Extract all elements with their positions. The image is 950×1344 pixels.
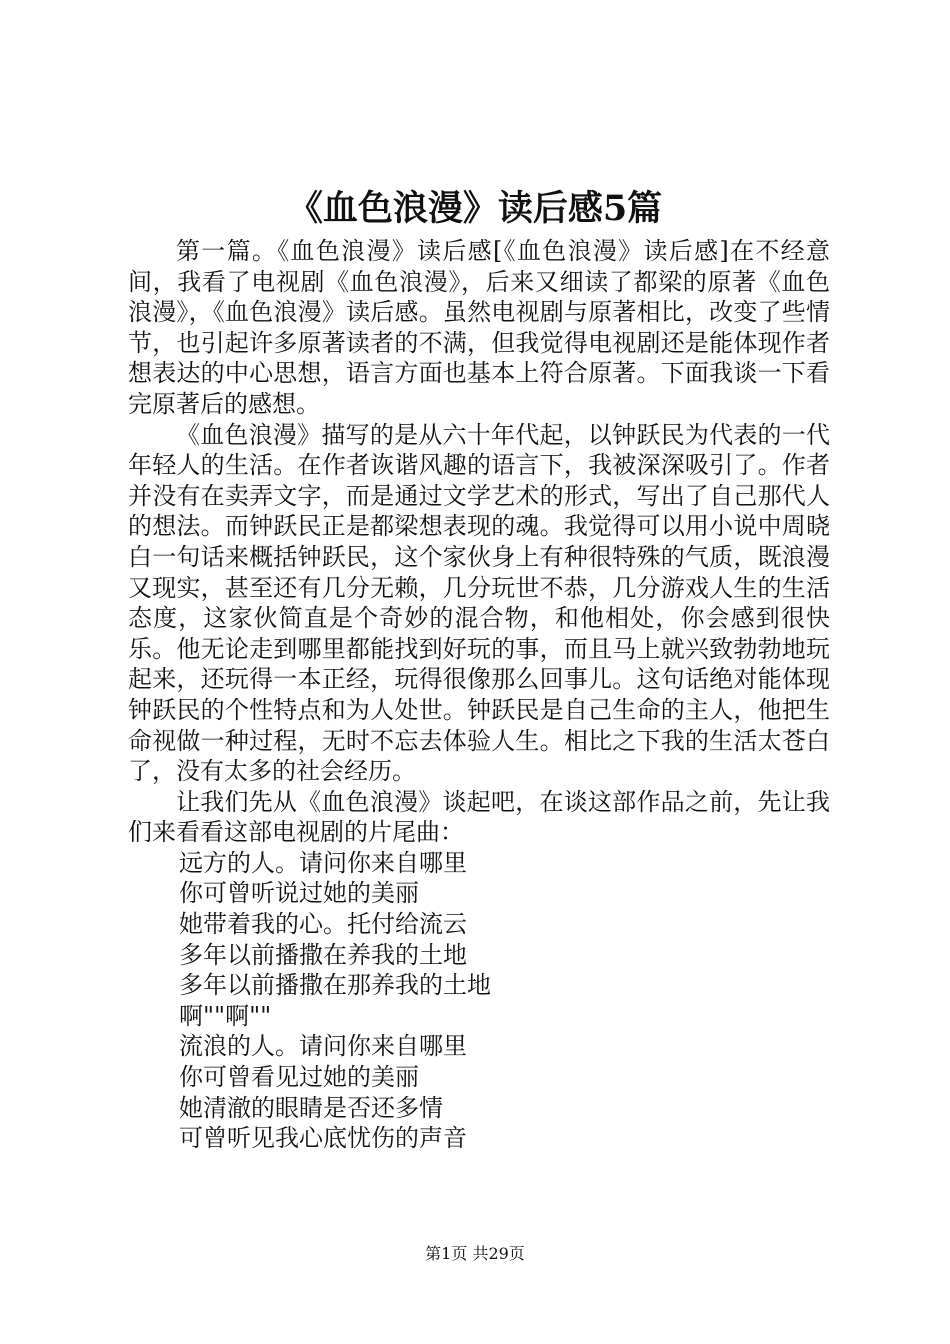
- lyrics-block: [128, 848, 830, 1154]
- lyric-line: 她清澈的眼睛是否还多情: [179, 1093, 443, 1122]
- lyric-line: 你可曾看见过她的美丽: [179, 1063, 419, 1092]
- lyric-line: 多年以前播撒在那养我的土地: [179, 971, 491, 1000]
- lyric-line: 多年以前播撒在养我的土地: [179, 940, 467, 969]
- lyric-line: 你可曾听说过她的美丽: [179, 879, 419, 908]
- paragraph-1: 第一篇。《血色浪漫》读后感[《血色浪漫》读后感]在不经意间，我看了电视剧《血色浪漫》，后来又细读了都梁的原著《血色浪漫》，《血色浪漫》读后感。虽然电视剧与原著相比，改变了些情节，也引起许多原著读者的不满，但我觉得电视剧还是能体现作者想表达的中心思想，语言方面也基本上符合原著。下面我谈一下看完原著后的感想。: [128, 237, 830, 418]
- lyric-line: 可曾听见我心底忧伤的声音: [179, 1124, 467, 1153]
- document-body: [128, 236, 830, 1154]
- lyric-line: 啊""啊"": [179, 1001, 272, 1030]
- lyric-line: 远方的人。请问你来自哪里: [179, 848, 467, 877]
- lyric-line: 流浪的人。请问你来自哪里: [179, 1032, 467, 1061]
- lyric-line: 她带着我的心。托付给流云: [179, 910, 467, 939]
- paragraph-3: 让我们先从《血色浪漫》谈起吧，在谈这部作品之前，先让我们来看看这部电视剧的片尾曲：: [128, 787, 830, 847]
- paragraph-2: 《血色浪漫》描写的是从六十年代起，以钟跃民为代表的一代年轻人的生活。在作者诙谐风趣的语言下，我被深深吸引了。作者并没有在卖弄文字，而是通过文学艺术的形式，写出了自己那代人的想法。而钟跃民正是都梁想表现的魂。我觉得可以用小说中周晓白一句话来概括钟跃民，这个家伙身上有种很特殊的气质，既浪漫又现实，甚至还有几分无赖，几分玩世不恭，几分游戏人生的生活态度，这家伙简直是个奇妙的混合物，和他相处，你会感到很快乐。他无论走到哪里都能找到好玩的事，而且马上就兴致勃勃地玩起来，还玩得一本正经，玩得很像那么回事儿。这句话绝对能体现钟跃民的个性特点和为人处世。钟跃民是自己生命的主人，他把生命视做一种过程，无时不忘去体验人生。相比之下我的生活太苍白了，没有太多的社会经历。: [128, 420, 830, 786]
- document-title: 《血色浪漫》读后感5篇: [287, 188, 663, 229]
- page-number-footer: 第1页 共29页: [425, 1244, 525, 1263]
